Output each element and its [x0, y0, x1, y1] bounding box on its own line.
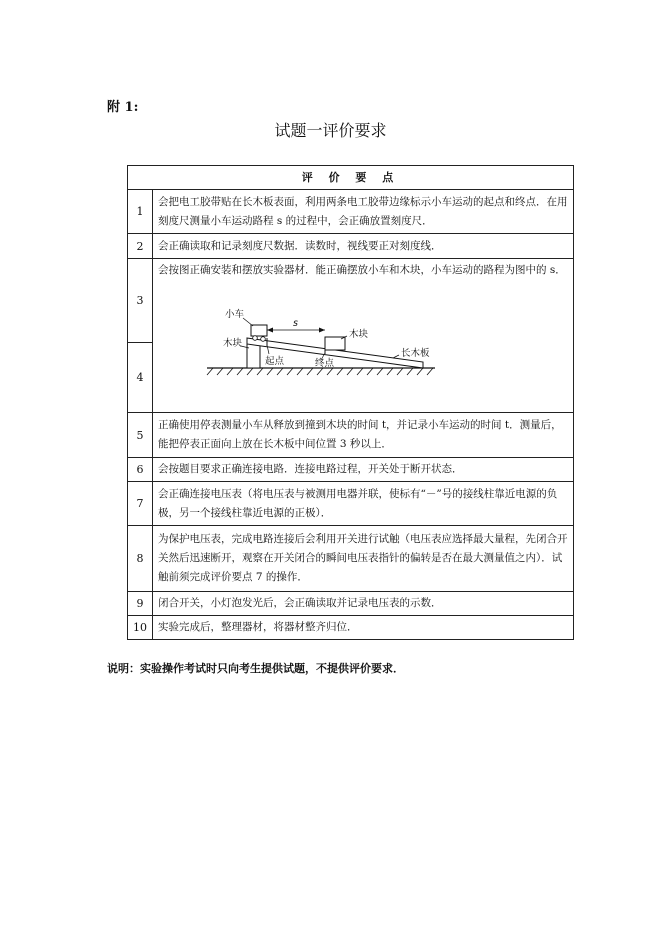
ground-hatching — [207, 368, 433, 375]
row-text: 会按图正确安装和摆放实验器材．能正确摆放小车和木块，小车运动的路程为图中的 s． — [158, 264, 566, 276]
row-number: 3 — [128, 259, 153, 343]
table-header-row — [128, 166, 574, 190]
row-text: 实验完成后，整理器材，将器材整齐归位． — [153, 616, 574, 640]
arrow-left — [267, 328, 273, 333]
evaluation-table — [127, 165, 574, 640]
table-row — [128, 482, 574, 526]
row-number: 9 — [128, 592, 153, 616]
row-number: 4 — [128, 343, 153, 413]
label-block-left: 木块 — [223, 338, 243, 349]
row-number: 10 — [128, 616, 153, 640]
wooden-block — [325, 337, 345, 350]
inclined-plane-diagram — [153, 282, 573, 382]
row-text: 会把电工胶带贴在长木板表面，利用两条电工胶带边缘标示小车运动的起点和终点．在用刻度尺测量小车运动路程 s 的过程中，会正确放置刻度尺． — [153, 190, 574, 234]
row-text: 会正确读取和记录刻度尺数据．读数时，视线要正对刻度线． — [153, 234, 574, 259]
label-cart: 小车 — [225, 309, 245, 320]
row-number: 6 — [128, 458, 153, 482]
table-header: 评 价 要 点 — [128, 166, 574, 190]
table-row — [128, 592, 574, 616]
arrow-right — [319, 328, 325, 333]
table-row — [128, 190, 574, 234]
label-end: 终点 — [315, 358, 335, 369]
row-number: 7 — [128, 482, 153, 526]
table-row — [128, 234, 574, 259]
row-text: 正确使用停表测量小车从释放到撞到木块的时间 t，并记录小车运动的时间 t．测量后，能把停表正面向上放在长木板中间位置 3 秒以上． — [153, 413, 574, 458]
row-number: 5 — [128, 413, 153, 458]
support-block — [247, 344, 260, 368]
row-text: 会按题目要求正确连接电路．连接电路过程，开关处于断开状态． — [153, 458, 574, 482]
label-board: 长木板 — [401, 348, 430, 359]
label-block-top: 木块 — [349, 329, 369, 340]
page-title: 试题一评价要求 — [274, 121, 387, 140]
row-number: 1 — [128, 190, 153, 234]
table-row — [128, 413, 574, 458]
appendix-label: 附 1: — [107, 100, 139, 115]
row-number: 8 — [128, 526, 153, 592]
footnote: 说明：实验操作考试时只向考生提供试题，不提供评价要求． — [107, 662, 404, 675]
row-number: 2 — [128, 234, 153, 259]
cart — [251, 325, 267, 336]
table-row — [128, 259, 574, 343]
row-text-with-diagram — [153, 259, 574, 413]
table-row — [128, 458, 574, 482]
cart-wheel — [253, 336, 258, 341]
label-s: s — [293, 318, 298, 329]
row-text: 闭合开关，小灯泡发光后，会正确读取并记录电压表的示数． — [153, 592, 574, 616]
row-text: 为保护电压表，完成电路连接后会利用开关进行试触（电压表应选择最大量程，先闭合开关然后迅速断开，观察在开关闭合的瞬间电压表指针的偏转是否在最大测量值之内）．试触前须完成评价要点 7 的操作． — [153, 526, 574, 592]
row-text: 会正确连接电压表（将电压表与被测用电器并联，使标有“－”号的接线柱靠近电源的负极，另一个接线柱靠近电源的正极）． — [153, 482, 574, 526]
table-row — [128, 616, 574, 640]
table-row — [128, 526, 574, 592]
cart-wheel — [261, 337, 266, 342]
label-start: 起点 — [265, 356, 285, 367]
